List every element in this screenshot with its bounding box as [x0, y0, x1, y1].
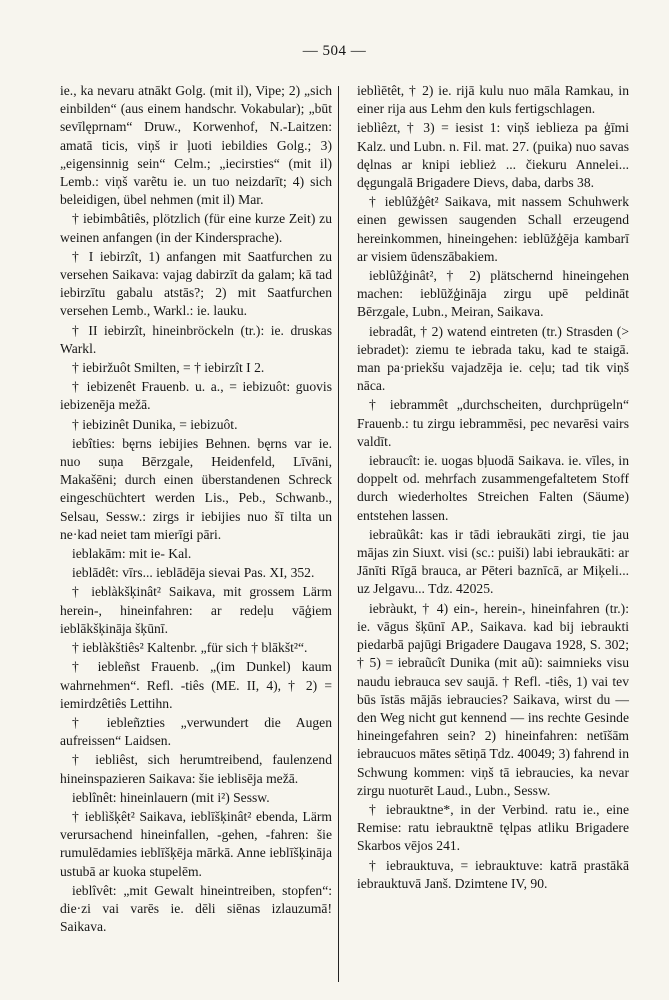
- dictionary-entry: † iebizinêt Dunika, = iebizuôt.: [72, 416, 238, 432]
- dictionary-entry: † iebliêst, sich herumtreibend, faulenzend hineinspazieren Saikava: šie ieblisēja mežā.: [60, 752, 332, 786]
- dictionary-entry: † ieblûžģêt² Saikava, mit nassem Schuhwerk einen gewissen saugenden Schall erzeugend hereinkommen, hineingehen: ieblūžģēja kambarī ar visiem ūdenszābakiem.: [357, 194, 629, 264]
- dictionary-entry: † iebimbâtiês, plötzlich (für eine kurze Zeit) zu weinen anfangen (in der Kindersprache).: [60, 211, 332, 245]
- dictionary-entry: † I iebirzît, 1) anfangen mit Saatfurchen zu versehen Saikava: vajag dabirzīt da galam; kā tad iebirzītu gabalu atstās?; 2) mit Saatfurchen versehen Lemb., Warkl.: ie. lauku.: [60, 248, 332, 319]
- left-column: [60, 82, 332, 937]
- dictionary-entry: iebraucît: ie. uogas bļuodā Saikava. ie. vīles, in doppelt od. mehrfach zusammengefaltetem Stoff durch wiederholtes Streichen Falten (Säume) entstehen lassen.: [357, 453, 629, 523]
- dictionary-entry: † iebrauktne*, in der Verbind. ratu ie., eine Remise: ratu iebrauktnē tęlpas atliku Brigadere Skarbos vējos 241.: [357, 801, 629, 854]
- dictionary-entry: ieblûžģinât², † 2) plätschernd hineingehen machen: ieblūžģināja zirgu upē peldināt Bērzgale, Lubn., Meiran, Saikava.: [357, 268, 629, 320]
- dictionary-entry: † ieblàkštiês² Kaltenbr. „für sich † blākšt²“.: [72, 640, 308, 656]
- dictionary-entry: iebraũkât: kas ir tādi iebraukāti zirgi, tie jau mājas zin Siuxt. visi (sc.: puiši) labi iebraukāti: ar Jānīti Rīgā brauca, ar Pēteri baznīcā, ar Miķeli... uz Jelgavu... Tdz. 42025.: [357, 526, 629, 597]
- columns: [60, 82, 629, 937]
- dictionary-entry: ie., ka nevaru atnākt Golg. (mit il), Vipe; 2) „sich einbilden“ (aus einem handschr. Vokabular); „būt sevīlęprnam“ Druw., Korwenhof, N.-Laitzen: amatā ticis, viņš ir ļuoti iebildies Golg.; 3) „eigensinnig sein“ Celm.; „iecirsties“ (mit il) Lemb.: viņš varẽtu ie. un tuo neizdarīt; 4) sich beleidigen, übel nehmen (mit il) Mar.: [60, 83, 332, 208]
- dictionary-entry: † iebiržuôt Smilten, = † iebirzît I 2.: [72, 360, 265, 376]
- dictionary-entry: ieblîvêt: „mit Gewalt hineintreiben, stopfen“: die·zi vai varēs ie. dēli siēnas izlauzumā! Saikava.: [60, 882, 332, 935]
- dictionary-entry: ieblìētêt, † 2) ie. rijā kulu nuo māla Ramkau, in einer rija aus Lehm den kuls fertigschlagen.: [357, 83, 629, 117]
- dictionary-entry: † ieblàkšķinât² Saikava, mit grossem Lärm herein-, hineinfahren: ar redeļu vāģiem ieblākšķināja šķūnī.: [60, 584, 332, 636]
- dictionary-entry: † iebizenêt Frauenb. u. a., = iebizuôt: guovis iebizenēja mežā.: [60, 379, 332, 413]
- page-number: — 504 —: [302, 43, 367, 59]
- dictionary-entry: † iebrammêt „durchscheiten, durchprügeln“ Frauenb.: tu zirgu iebrammēsi, pec nevarēsi vairs valdīt.: [357, 397, 629, 449]
- dictionary-entry: † II iebirzît, hineinbröckeln (tr.): ie. druskas Warkl.: [60, 322, 332, 356]
- dictionary-entry: † iebleñzties „verwundert die Augen aufreissen“ Laidsen.: [60, 714, 332, 749]
- dictionary-entry: iebràukt, † 4) ein-, herein-, hineinfahren (tr.): ie. vāgus šķūnī AP., Saikava. kad bij iebraukti piedarbā pajūgi Brigadere Daugava 1928, S. 302; † 5) = iebraũcît Dunika (mit aũ): saimnieks visu naudu iebrauca sev saujā. † Refl. -tiês, 1) vai tev būs īstās mājās iebraucies? Saikava, wirst du — den Weg nicht gut kennend — ins rechte Gesinde hineingefahren sein? 2) hineinfahren: netīšām iebraucuos mātes sētiņā Tdz. 40049; 3) fahrend in Schwung kommen: viņš tā iebraucies, ka nevar zirgu nuoturēt Laud., Lubn., Sessw.: [357, 600, 629, 798]
- right-column: [357, 82, 629, 937]
- dictionary-entry: † ieblìšķêt² Saikava, ieblīšķinât² ebenda, Lärm verursachend hineinfallen, -gehen, -fahren: šie rumulēdamies ieblīšķēja mārkā. Anne ieblīšķināja ustubā ar kuoka stupelēm.: [60, 808, 332, 879]
- dictionary-entry: † iebleñst Frauenb. „(im Dunkel) kaum wahrnehmen“. Refl. -tiês (ME. II, 4), † 2) = iemirdzêtiês Lettihn.: [60, 659, 332, 711]
- dictionary-entry: iebîties: bęrns iebijies Behnen. bęrns var ie. nuo suņa Bērzgale, Heidenfeld, Līvāni, Makašēni; durch einen überstandenen Schreck eingeschüchtert werden Lis., Peb., Schwanb., Selsau, Sessw.: zirgs ir iebijies nuo šī tilta un ne·kad neiet tam mierīgi pāri.: [60, 435, 332, 542]
- dictionary-entry: ieblìêzt, † 3) = iesist 1: viņš ieblieza pa ģīmi Kalz. und Lubn. n. Fil. mat. 27. (puika) nuo savas dęlnas ar knipi ieblież ... čiekuru Annelei... dęgungalā Brigadere Dievs, daba, darbs 38.: [357, 120, 629, 191]
- dictionary-entry: ieblakām: mit ie- Kal.: [72, 546, 192, 562]
- dictionary-entry: iebradât, † 2) watend eintreten (tr.) Strasden (> iebradet): ziemu te iebrada taku, kad te staigā. man pa·priekšu vajadzēja ie. ceļu; tad tik viņš nāca.: [357, 323, 629, 394]
- dictionary-entry: ieblādêt: vīrs... ieblādēja sievai Pas. XI, 352.: [72, 565, 315, 581]
- dictionary-entry: † iebrauktuva, = iebrauktuve: katrā prastākā iebrauktuvā Janš. Dzimtene IV, 90.: [357, 857, 629, 891]
- dictionary-entry: ieblînêt: hineinlauern (mit i²) Sessw.: [72, 789, 270, 805]
